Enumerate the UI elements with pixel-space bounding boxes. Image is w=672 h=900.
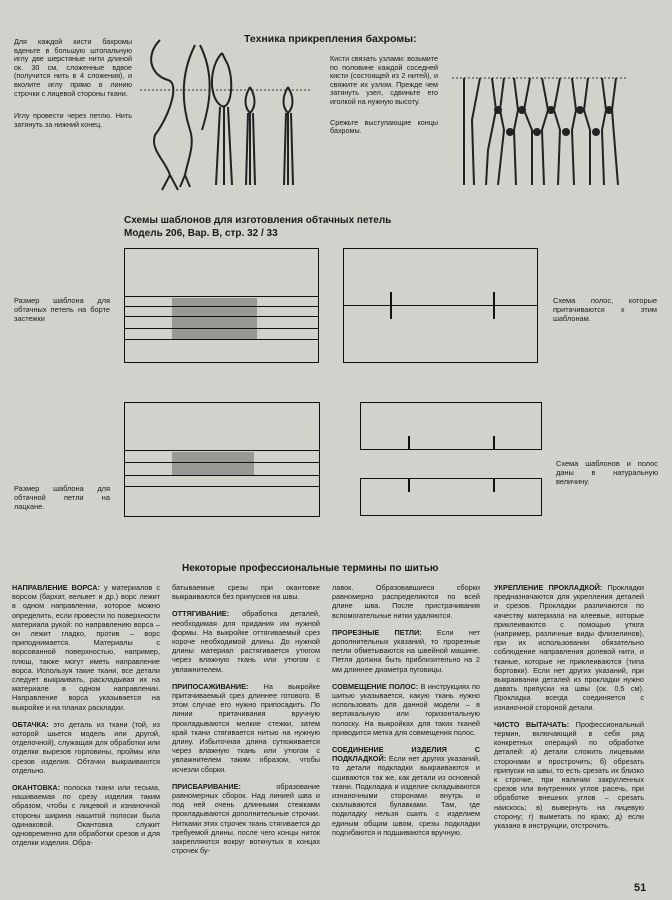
strip2-tick xyxy=(408,478,410,492)
templates-title-line1: Схемы шаблонов для изготовления обтачных петель xyxy=(124,215,392,226)
strip1-line xyxy=(343,305,538,306)
term-text: образование равномерных сборок. Над линией шва и под ней очень длинными стежками прокладываются дополнительные строчки. Нитками этих строчек ткань стягивается до требуемой длины, после чего концы ниток закрепляются вокруг воткнутых в концах строчек бу- xyxy=(172,781,320,856)
template1-line xyxy=(124,306,319,307)
fringe-text-mid: Кисти связать узлами: возьмите по половине каждой соседней кисти (состоящей из 2 нитей), и свяжите их узлом. Прежде чем затянуть узел, сдвиньте его иголкой на нужную высоту. xyxy=(330,54,438,106)
template1-line xyxy=(124,316,319,317)
term-entry xyxy=(332,583,480,620)
term-text: Профессиональный термин, включающий в себя ряд конкретных операций по обработке деталей: а) детали сложить лицевыми сторонами и прострочить; б) обрезать припуски на швы, то есть срезать их близко к строчке, при наличии закругленных срезов или внутренних углов расечь, при обработке внешних углов – срезать наискось; в) вывернуть на лицевую сторону; г) выметать по краю; д) если указано в инструкции, отстрочить. xyxy=(494,719,644,831)
fringe-text-left: Для каждой кисти бахромы вденьте в большую штопальную иглу две шерстяные нити длиной ок. 30 см, сложенные вдвое (получится нить в 4 сложения), и вколите иглу прямо в линию строчки с лицевой стороны ткани. xyxy=(14,37,132,98)
terms-column-3 xyxy=(332,583,480,845)
term-text: батываемые срезы при окантовке выкраиваются без припусков на швы. xyxy=(172,583,320,602)
term-entry xyxy=(172,682,320,774)
fringe-title: Техника прикрепления бахромы: xyxy=(244,33,417,45)
term-text: На выкройке притачиваемый срез длиннее готового. В этом случае его нужно припосадить. По линии притачивания вручную прокладываются мелкие стежки, затем край ткани стягивается нитью на нужную длину. Избыточная длина сутюживается через влажную ткань или утюгом с увлажнителем таким образом, чтобы исчезли сборки. xyxy=(172,681,320,774)
strip1-tick xyxy=(390,292,392,305)
template2-line xyxy=(124,486,320,487)
term-text: обработка деталей, необходимая для придания им нужной формы. На выкройке оттягиваемый срез короче необходимой длины. До нужной длины материал растягивается утюгом через влажную ткань или утюгом с увлажнителем. xyxy=(172,609,320,674)
term-text: Прокладки предназначаются для укрепления деталей и срезов. Прокладки различаются по качеству материала на клеевые, которые приклеиваются с помощью утюга (например, различные виды флизелинов), при их использовании обязательно соблюдение направления долевой нити, и тканые, которые не приклеиваются (типа бортовки). Если нет других указаний, при выкраивании деталей из прокладки нужно давать припуски на швы (ок. 0,5 см). Прокладка всегда соединяется с изнаночной стороной детали. xyxy=(494,583,644,712)
term-entry xyxy=(12,720,160,775)
terms-column-4 xyxy=(494,583,644,838)
term-heading: ПРИПОСАЖИВАНИЕ: xyxy=(172,681,249,691)
fringe-diagram-right xyxy=(452,60,627,190)
page-number: 51 xyxy=(634,882,647,894)
template2-line xyxy=(124,475,320,476)
term-text: лавок. Образовавшиеся сборки равномерно распределяются по всей длине шва. После пристрачивания вспомогательные нитки удаляются. xyxy=(332,583,480,620)
template1-shade xyxy=(172,298,257,339)
term-entry xyxy=(172,609,320,673)
template1-label: Размер шаблона для обтачных петель на борте застежки xyxy=(14,296,110,323)
term-entry xyxy=(12,783,160,847)
term-text: это деталь из ткани (той, из которой шьется модель или другой, отделочной), служащая для обработки или отделки вырезов горловины, проймы или срезов изделия. Обтачки выкраиваются отдельно. xyxy=(12,719,160,775)
term-text: у материалов с ворсом (бархат, вельвет и др.) ворс лежит в одном направлении, которое можно определить, если провести по поверхности материала рукой: по направлению ворса – он лежит гладко, против – ворс приподнимается. Материалы с ворсованной поверхностью, например, плюш, также могут иметь направление ворса. Используя такие ткани, все детали следует выкраивать, раскладывая их на материале в одном направлении. Направление ворса указывается на выкройке и на планах раскладки. xyxy=(12,583,160,712)
template1-line xyxy=(124,339,319,340)
term-heading: НАПРАВЛЕНИЕ ВОРСА: xyxy=(12,583,100,592)
terms-column-2 xyxy=(172,583,320,863)
strip1-tick xyxy=(493,292,495,305)
term-text: В инструкциях по шитью указывается, какую ткань нужно использовать для данной модели – в вертикальную или горизонтальную полоску. На выкройках для таких тканей приводится метка для совмещения полос. xyxy=(332,681,480,737)
term-entry xyxy=(332,745,480,837)
template1-line xyxy=(124,328,319,329)
templates-title-line2: Модель 206, Вар. В, стр. 32 / 33 xyxy=(124,228,278,239)
term-heading: СОЕДИНЕНИЕ ИЗДЕЛИЯ С ПОДКЛАДКОЙ: xyxy=(332,745,480,764)
strip-2-top xyxy=(360,402,542,450)
template2-shade xyxy=(172,452,254,476)
term-entry xyxy=(494,583,644,712)
terms-column-1 xyxy=(12,583,160,855)
strip-2-bottom xyxy=(360,478,542,516)
strips-label: Схема полос, которые притачиваются к этим шаблонам. xyxy=(553,296,657,323)
template2-line xyxy=(124,462,320,463)
term-entry xyxy=(332,628,480,674)
term-text: полоска ткани или тесьма, нашиваемая по срезу изделия таким образом, чтобы с лицевой и изнаночной стороны ширина нашитой полоски была одинаковой. Окантовка служит одновременно для обработки срезов и для отделки изделия. Обра- xyxy=(12,783,160,848)
fringe-text-left2: Иглу провести через петлю. Нить затянуть за нижний конец. xyxy=(14,111,132,129)
terms-title: Некоторые профессиональные термины по шитью xyxy=(182,563,439,574)
strip2-tick xyxy=(493,478,495,492)
term-text: Если нет других указаний, то детали подкладки выкраиваются и сшиваются так же, как детали из основной ткани. Подкладка и изделие складываются изнаночными сторонами внутрь и скалываются булавками. Там, где подкладку нельзя сшить с изделием единым общим швом, срезы подкладки подгибаются и подшиваются вручную. xyxy=(332,754,480,837)
term-entry xyxy=(332,682,480,737)
term-entry xyxy=(12,583,160,712)
term-heading: ЧИСТО ВЫТАЧАТЬ: xyxy=(494,719,570,729)
fringe-instructions-left xyxy=(14,38,132,129)
term-heading: ПРИСБАРИВАНИЕ: xyxy=(172,781,241,791)
templates-title xyxy=(124,214,391,240)
term-entry xyxy=(494,720,644,830)
strip2-tick xyxy=(493,436,495,450)
strip1-tick xyxy=(493,305,495,319)
fringe-diagram-left xyxy=(140,35,310,195)
template2-label: Размер шаблона для обтачной петли на лацкане. xyxy=(14,484,110,511)
fringe-text-mid2: Срежьте выступающие концы бахромы. xyxy=(330,117,438,136)
strip1-tick xyxy=(390,305,392,319)
term-entry xyxy=(172,782,320,856)
term-heading: СОВМЕЩЕНИЕ ПОЛОС: xyxy=(332,681,419,691)
fringe-instructions-mid xyxy=(330,55,438,136)
term-heading: ОБТАЧКА: xyxy=(12,719,49,729)
term-heading: ОКАНТОВКА: xyxy=(12,783,61,793)
term-text: Если нет дополнительных указаний, то прорезные петли обметываются на швейной машине. Петля должна быть приблизительно на 2 мм длиннее диаметра пуговицы. xyxy=(332,627,481,674)
strip2-tick xyxy=(408,436,410,450)
term-heading: ОТТЯГИВАНИЕ: xyxy=(172,609,230,619)
scale-label: Схема шаблонов и полос даны в натуральную величину. xyxy=(556,459,658,486)
template2-line xyxy=(124,450,320,451)
term-heading: УКРЕПЛЕНИЕ ПРОКЛАДКОЙ: xyxy=(494,583,603,592)
term-entry xyxy=(172,583,320,601)
template1-line xyxy=(124,296,319,297)
term-heading: ПРОРЕЗНЫЕ ПЕТЛИ: xyxy=(332,627,422,637)
